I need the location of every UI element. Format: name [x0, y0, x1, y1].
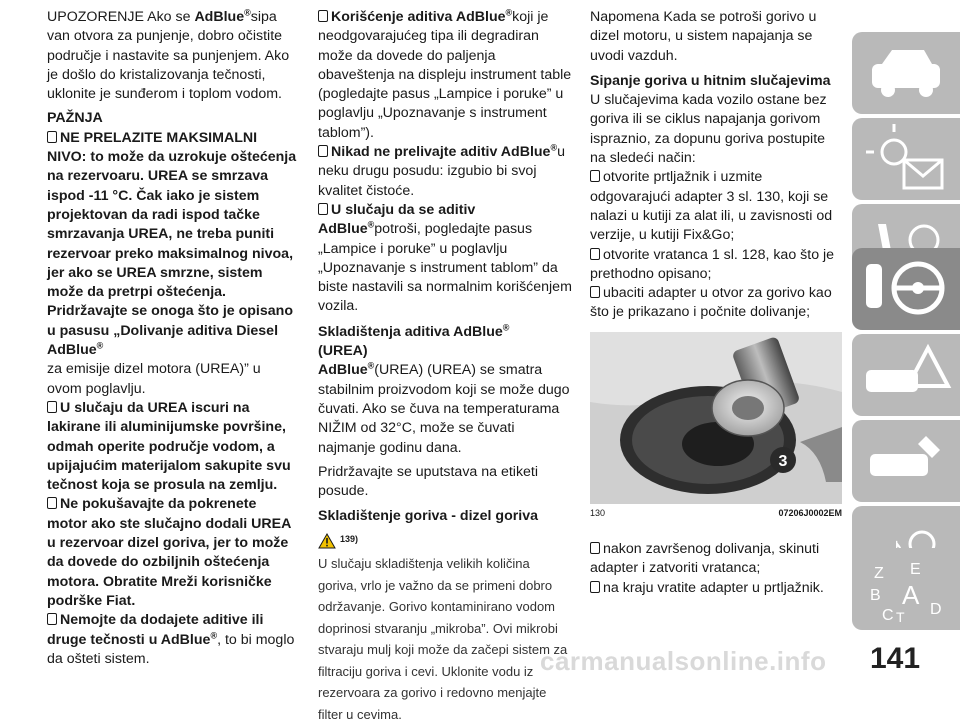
svg-text:A: A — [902, 580, 920, 610]
step-return-adapter: na kraju vratite adapter u prtljažnik. — [590, 579, 842, 598]
warning-max-level: NE PRELAZITE MAKSIMALNI NIVO: to može da uzrokuje oštećenja na rezervoaru. UREA se smrzava ispod -11 °C. Čak iako je sistem projektovan da radi ispod tačke smrzavanja UREA, ne treba puniti rezervoar preko maksimalnog nivoa, jer ako se UREA smrzne, sistem može da pretrpi oštećenja. Pridržavajte se onoga što je opisano u pasusu „Dolivanje aditiva Diesel AdBlue® — [47, 129, 299, 361]
warning-max-level-end: za emisije dizel motora (UREA)” u ovom poglavlju. — [47, 361, 261, 397]
figure-caption — [590, 508, 842, 518]
step-open-trunk: otvorite prtljažnik i uzmite odgovarajući adapter 3 sl. 130, koji se nalazi u kutiji za alat ili, u zavisnosti od verzije, u kutiji Fix&Go; — [590, 168, 842, 245]
figure-fuel-adapter — [590, 332, 842, 522]
emergency-triangle-icon — [852, 334, 960, 416]
sidebar-tab-maintenance[interactable] — [852, 420, 960, 502]
svg-text:Z: Z — [874, 565, 884, 582]
diesel-storage-heading: Skladištenje goriva - dizel goriva — [318, 508, 538, 525]
step-remove-adapter: nakon završenog dolivanja, skinuti adapter i zatvoriti vratanca; — [590, 540, 842, 579]
step-insert-adapter: ubaciti adapter u otvor za gorivo kao što je prikazano i počnite dolivanje; — [590, 284, 842, 323]
svg-text:B: B — [870, 587, 881, 604]
svg-text:C: C — [882, 607, 894, 624]
callout-3-label: 3 — [778, 453, 788, 470]
figure-number: 130 — [590, 508, 606, 518]
emergency-paragraph: U slučajevima kada vozilo ostane bez goriva ili se ciklus napajanja gorivom ispraznio, za dopunu goriva postupite na sledeći način: — [590, 92, 827, 167]
warning-adblue-type: Korišćenje aditiva AdBlue®koji je neodgovarajućeg tipa ili degradiran može da dovede do paljenja obaveštenja na displeju instrument table (pogledajte pasus „Lampice i poruke” u poglavlju „Upoznavanje s instrument tablom”). — [318, 8, 572, 143]
sidebar-tab-index[interactable] — [852, 548, 960, 630]
alphabetical-index-icon — [852, 548, 960, 630]
svg-text:D: D — [930, 601, 942, 618]
warning-additives: Nemojte da dodajete aditive ili druge tečnosti u AdBlue®, to bi moglo da ošteti sistem. — [47, 611, 299, 669]
warning-urea-leak: U slučaju da UREA iscuri na lakirane ili aluminijumske površine, odmah operite područje vodom, a upijajućim materijalom sakupite svu tečnost koja se prosula na zemlju. — [47, 399, 299, 495]
warning-triangle-icon — [318, 533, 336, 549]
sidebar-tab-warning-lights[interactable] — [852, 118, 960, 200]
step-open-flap: otvorite vratanca 1 sl. 128, kao što je prethodno opisano; — [590, 246, 842, 285]
svg-text:T: T — [896, 609, 905, 625]
sidebar-tab-driving[interactable] — [852, 248, 960, 330]
column-2 — [318, 8, 572, 725]
note-paragraph: Napomena Kada se potroši gorivo u dizel motoru, u sistem napajanja se uvodi vazduh. — [590, 9, 817, 64]
watermark: carmanualsonline.info — [540, 646, 827, 676]
warning-adblue-empty: U slučaju da se aditiv AdBlue®potroši, pogledajte pasus „Lampice i poruke” u poglavlju „Upoznavanje s instrument tablom” da biste nastavili sa normalnim korišćenjem vozila. — [318, 201, 572, 317]
storage-paragraph: AdBlue®(UREA) (UREA) se smatra stabilnim proizvodom koji se može dugo čuvati. Ako se čuva na temperaturama NIŽIM od 32°C, može se čuvati najmanje godinu dana. — [318, 360, 570, 456]
storage-heading: Skladištenja aditiva AdBlue® (UREA) — [318, 322, 510, 360]
warning-lights-icon — [852, 118, 960, 200]
warning-no-pour: Nikad ne prelivajte aditiv AdBlue®u neku drugu posudu: izgubio bi svoj kvalitet čistoće. — [318, 143, 572, 201]
steering-wheel-icon — [852, 248, 960, 330]
maintenance-icon — [852, 420, 960, 502]
storage-label-note: Pridržavajte se uputstava na etiketi posude. — [318, 463, 539, 500]
warning-reference: 139) — [318, 530, 572, 549]
attention-title: PAŽNJA — [47, 110, 103, 127]
warning-engine-start: Ne pokušavajte da pokrenete motor ako ste slučajno dodali UREA u rezervoar dizel goriva, jer to može da dovede do ozbiljnih oštećenja motora. Obratite Mreži korisničke podrške Fiat. — [47, 495, 299, 611]
svg-text:E: E — [910, 561, 921, 578]
diesel-storage-text: U slučaju skladištenja velikih količina goriva, vrlo je važno da se primeni dobro održavanje. Gorivo kontaminirano vodom doprinosi stvaranju „mikroba”. Ovi mikrobi stvaraju mulj koji može da začepi sistem za filtraciju goriva i cevi. Uklonite vodu iz rezervoara za gorivo i redovno menjajte filter u cevima. — [318, 556, 568, 722]
page-number: 141 — [870, 642, 921, 675]
column-3-after-figure — [590, 540, 842, 598]
sidebar-tab-dashboard[interactable] — [852, 32, 960, 114]
figure-code: 07206J0002EM — [778, 508, 842, 518]
fuel-adapter-illustration — [590, 332, 842, 504]
sidebar-tab-emergency[interactable] — [852, 334, 960, 416]
intro-paragraph: UPOZORENJE Ako se AdBlue®sipa van otvora za punjenje, dobro očistite područje i nastavite sa punjenjem. Ako je došlo do kristalizovanja tečnosti, uklonite je sunđerom i toplom vodom. — [47, 7, 290, 103]
column-3 — [590, 8, 842, 323]
emergency-heading: Sipanje goriva u hitnim slučajevima — [590, 72, 831, 89]
column-1 — [47, 8, 299, 669]
car-dashboard-icon — [852, 32, 960, 114]
